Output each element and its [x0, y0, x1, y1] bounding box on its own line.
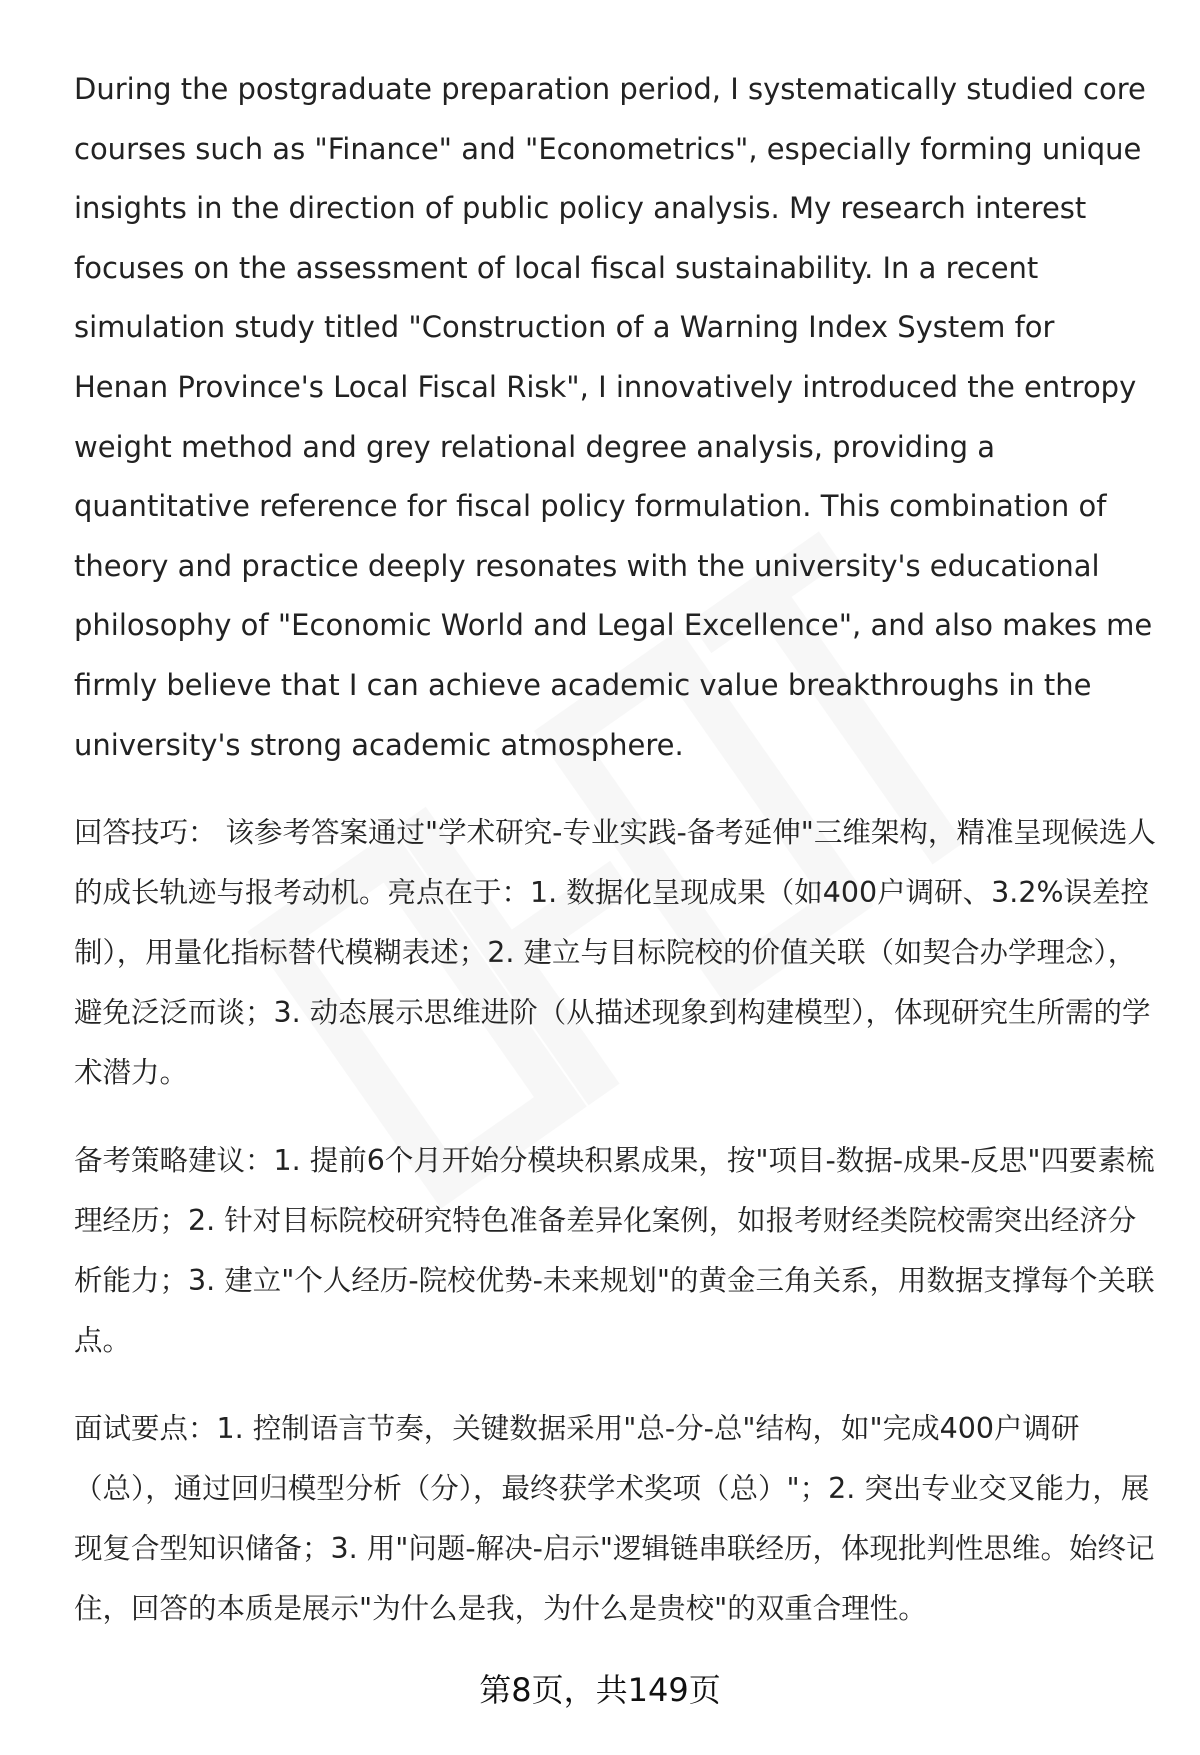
english-answer-paragraph: During the postgraduate preparation period, I systematically studied core courses such as "Finance" and "Econometrics", especially forming unique insights in the direction of public policy analysis. My research interest focuses on the assessment of local fiscal sustainability. In a recent simulation study titled "Construction of a Warning Index System for Henan Province's Local Fiscal Risk", I innovatively introduced the entropy weight method and grey relational degree analysis, providing a quantitative reference for fiscal policy formulation. This combination of theory and practice deeply resonates with the university's educational philosophy of "Economic World and Legal Excellence", and also makes me firmly believe that I can achieve academic value breakthroughs in the university's strong academic atmosphere. [74, 72, 1153, 762]
answer-tips-paragraph: 回答技巧： 该参考答案通过"学术研究-专业实践-备考延伸"三维架构，精准呈现候选人的成长轨迹与报考动机。亮点在于：1. 数据化呈现成果（如400户调研、3.2%误差控制），用量化指标替代模糊表述；2. 建立与目标院校的价值关联（如契合办学理念），避免泛泛而谈；3. 动态展示思维进阶（从描述现象到构建模型），体现研究生所需的学术潜力。 [74, 816, 1156, 1090]
page-number: 第8页，共149页 [479, 1671, 721, 1709]
prep-strategy-paragraph: 备考策略建议：1. 提前6个月开始分模块积累成果，按"项目-数据-成果-反思"四要素梳理经历；2. 针对目标院校研究特色准备差异化案例，如报考财经类院校需突出经济分析能力；3. 建立"个人经历-院校优势-未来规划"的黄金三角关系，用数据支撑每个关联点。 [74, 1144, 1155, 1358]
document-body [74, 60, 1154, 1639]
interview-points-paragraph: 面试要点：1. 控制语言节奏，关键数据采用"总-分-总"结构，如"完成400户调研（总），通过回归模型分析（分），最终获学术奖项（总）"；2. 突出专业交叉能力，展现复合型知识储备；3. 用"问题-解决-启示"逻辑链串联经历，体现批判性思维。始终记住，回答的本质是展示"为什么是我，为什么是贵校"的双重合理性。 [74, 1412, 1155, 1626]
